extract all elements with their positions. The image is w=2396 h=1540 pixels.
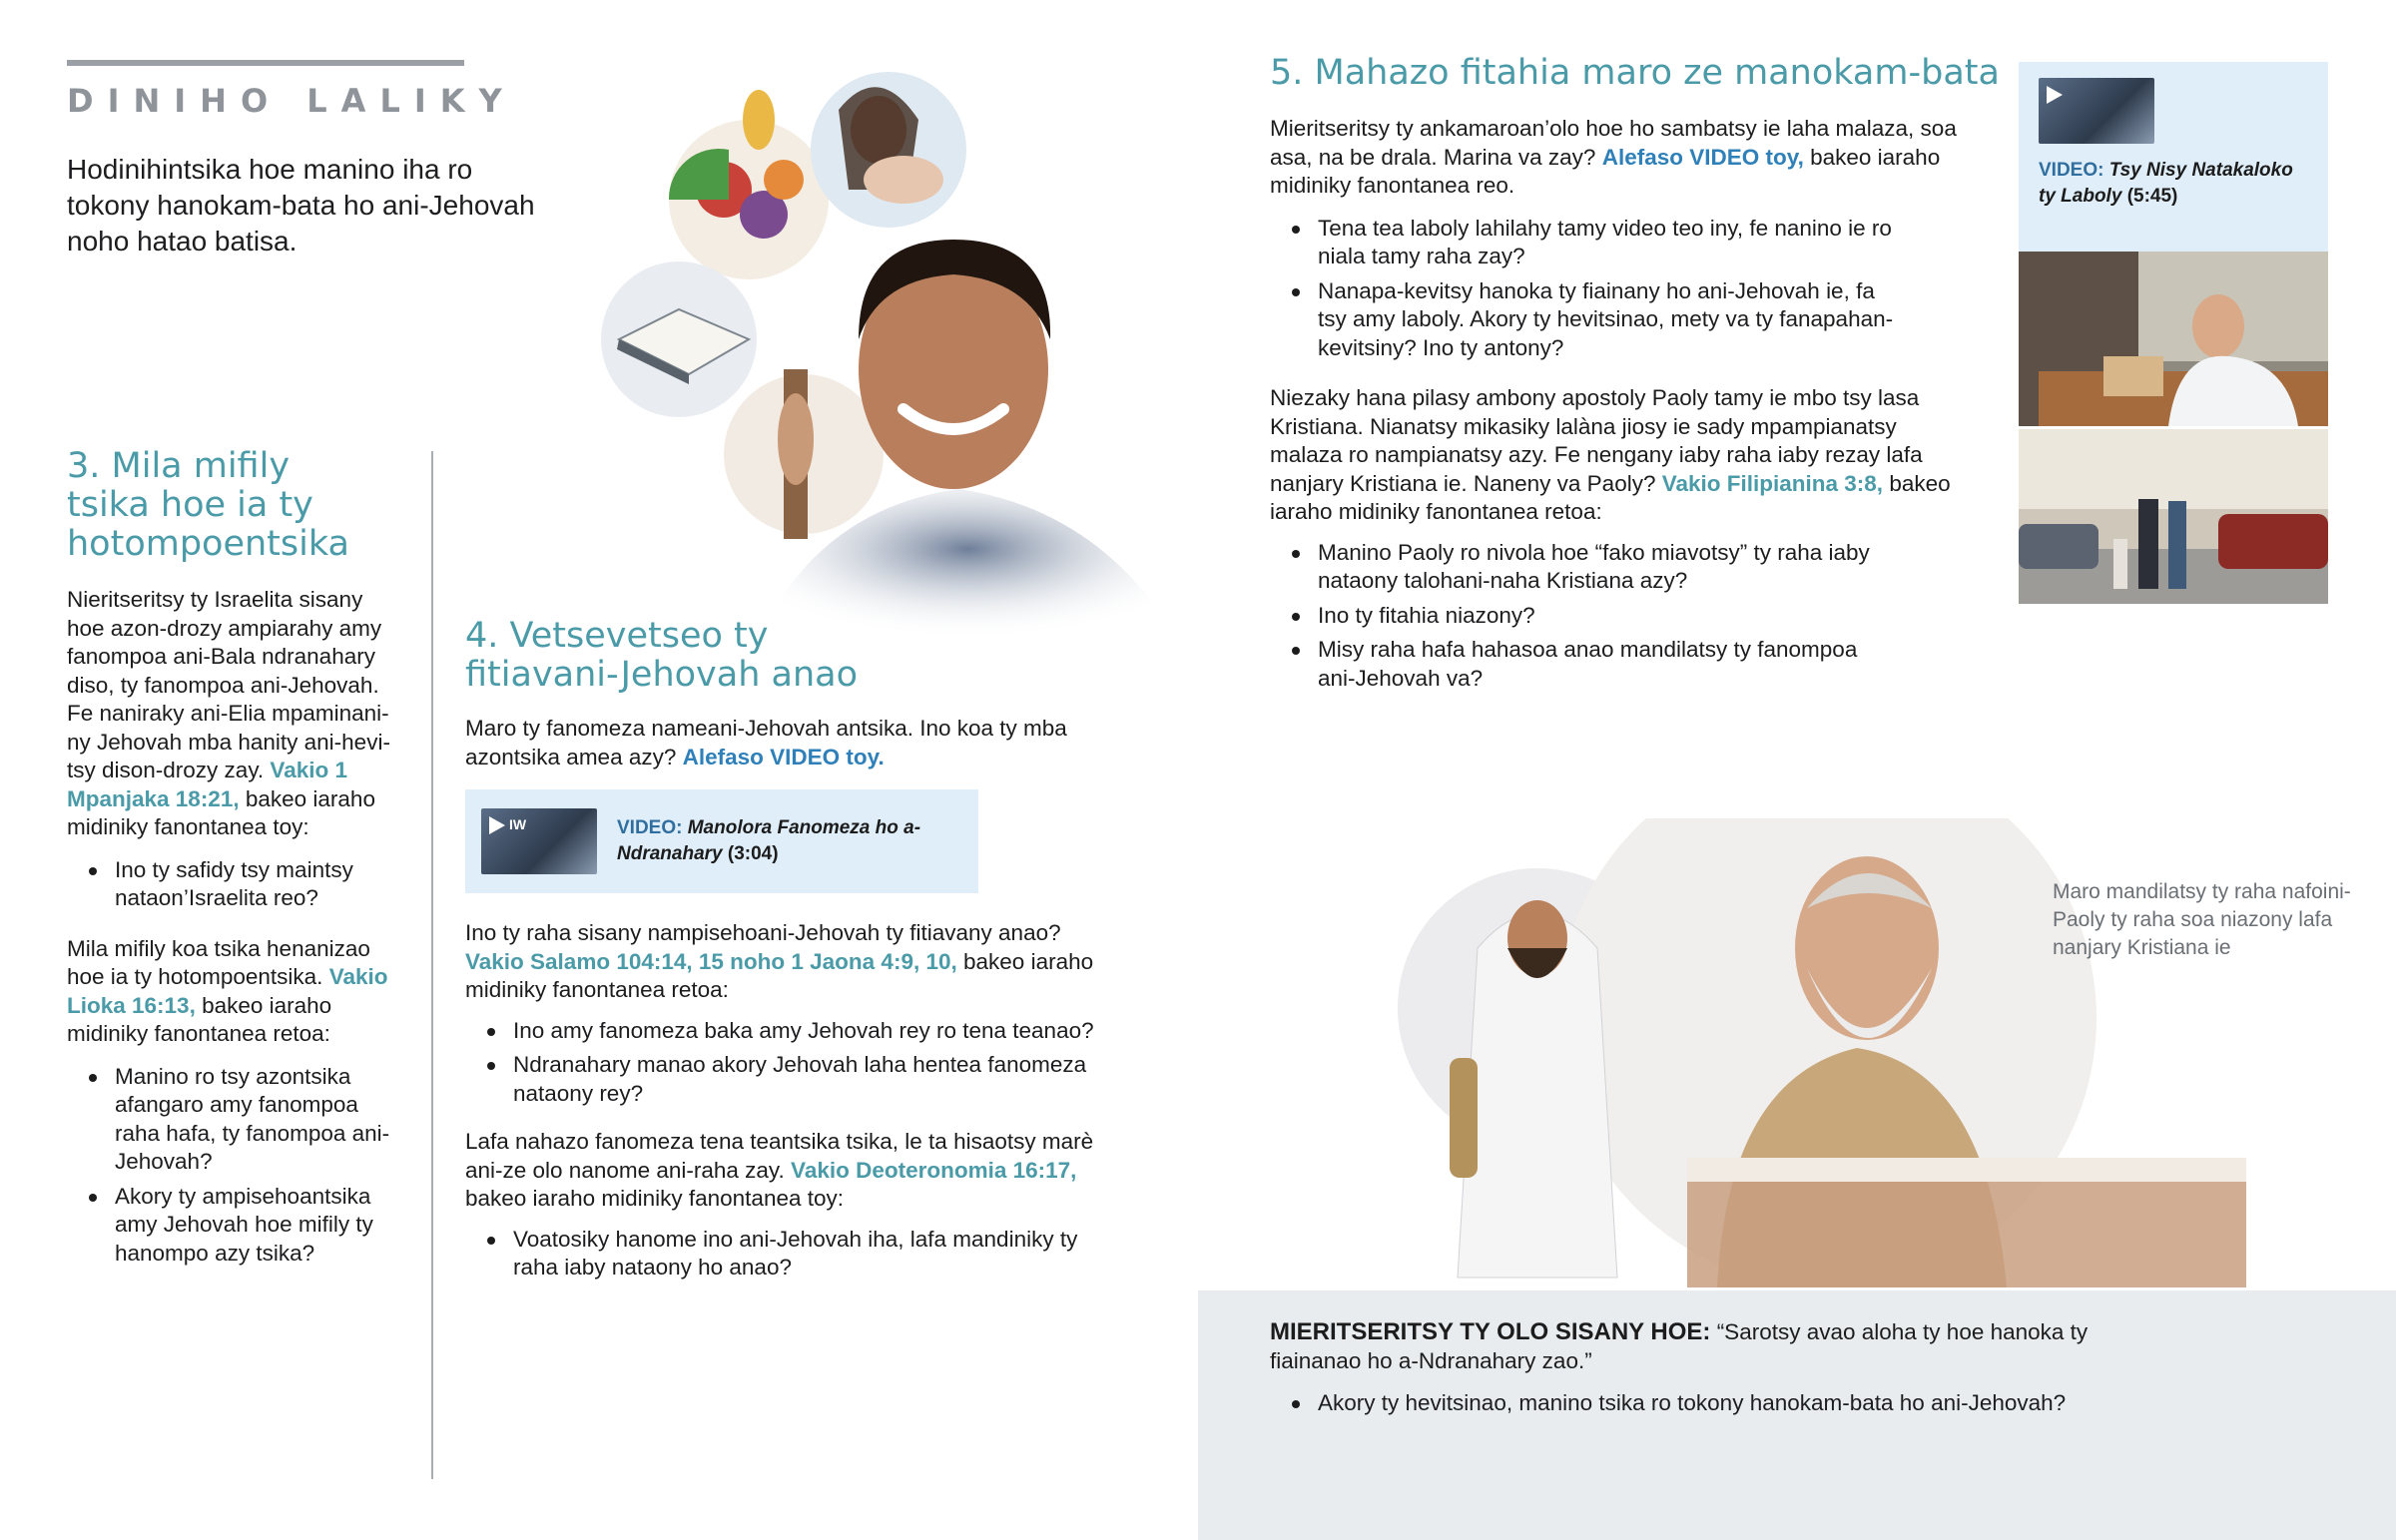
paul-caption: Maro mandilatsy ty raha nafoini-Paoly ty raha soa niazony lafa nanjary Kristiana ie [2053, 880, 2351, 959]
section-3-heading-line: hotompoentsika [67, 524, 349, 564]
section-4-heading-line: 4. Vetsevetseo ty [465, 616, 769, 656]
question-item: Tena tea laboly lahilahy tamy video teo iny, fe nanino ie ro niala tamy raha zay? [1270, 215, 1909, 271]
paragraph-text: bakeo iaraho midiniky fanontanea toy: [465, 1186, 844, 1211]
header-rule [67, 60, 464, 66]
paragraph-text: bakeo iaraho midiniky fanontanea retoa: [1270, 470, 1951, 524]
video-thumbnail[interactable] [2039, 78, 2154, 144]
scripture-link-1-kings[interactable]: Vakio 1 Mpanjaka 18:21, [67, 758, 347, 811]
paragraph-text: bakeo iaraho midiniky fanontanea retoa: [67, 992, 332, 1046]
section-4-questions-2 [465, 1226, 1124, 1283]
lesson-intro: Hodinihintsika hoe manino iha ro tokony hanokam-bata ho ani-Jehovah noho hatao batisa. [67, 154, 535, 257]
video-thumbnail[interactable] [481, 808, 597, 874]
section-eyebrow: DINIHO LALIKY [67, 82, 516, 120]
paragraph-text: Mieritseritsy ty ankamaroan’olo hoe ho sambatsy ie laha malaza, soa asa, na be drala. Marina va zay? [1270, 116, 1957, 170]
play-icon [2047, 86, 2063, 104]
video-card-offering[interactable] [465, 789, 978, 893]
play-icon [489, 816, 505, 834]
section-4-paragraph-2 [465, 919, 1124, 1005]
section-4-questions-1 [465, 1017, 1124, 1109]
reflection-text: “Sarotsy avao aloha ty hoe hanoka ty fiainanao ho a-Ndranahary zao.” [1270, 1319, 2089, 1373]
video-title: Tsy Nisy Natakaloko [2108, 160, 2293, 181]
question-item: Manino Paoly ro nivola hoe “fako miavotsy” ty raha iaby nataony talohani-naha Kristiana azy? [1270, 539, 1879, 596]
section-3-paragraph-2 [67, 935, 406, 1049]
question-item: Ndranahary manao akory Jehovah laha hentea fanomeza nataony rey? [465, 1051, 1124, 1108]
question-item: Akory ty hevitsinao, manino tsika ro tokony hanokam-bata ho ani-Jehovah? [1270, 1389, 2128, 1418]
paragraph-text: Maro ty fanomeza nameani-Jehovah antsika. Ino koa ty mba azontsika amea azy? [465, 716, 1067, 770]
scripture-link-luke[interactable]: Vakio Lioka 16:13, [67, 964, 388, 1018]
video-tag: VIDEO: [617, 817, 683, 838]
question-item: Ino ty fitahia niazony? [1270, 602, 1879, 631]
section-5 [1270, 53, 2000, 699]
paragraph-text: bakeo iaraho midiniky fanontanea retoa: [465, 948, 1094, 1002]
question-item: Ino ty safidy tsy maintsy nataon’Israelita reo? [67, 856, 406, 913]
section-3-questions-1 [67, 856, 406, 913]
question-item: Voatosiky hanome ino ani-Jehovah iha, lafa mandiniky ty raha iaby nataony ho anao? [465, 1226, 1124, 1283]
play-video-link[interactable]: Alefaso VIDEO toy, [1601, 144, 1804, 170]
section-4-paragraph-3 [465, 1128, 1124, 1214]
section-4 [465, 617, 1124, 1288]
question-item: Manino ro tsy azontsika afangaro amy fanompoa raha hafa, ty fanompoa ani-Jehovah? [67, 1063, 406, 1177]
section-3 [67, 447, 406, 1274]
section-3-questions-2 [67, 1063, 406, 1269]
video-label [2039, 158, 2318, 210]
section-3-heading-line: 3. Mila mifily [67, 446, 291, 486]
video-tag: VIDEO: [2039, 160, 2104, 181]
scripture-link-psalms-john[interactable]: Vakio Salamo 104:14, 15 noho 1 Jaona 4:9, 10, [465, 948, 957, 974]
paragraph-text: Ino ty raha sisany nampisehoani-Jehovah ty fitiavany anao? [465, 920, 1061, 945]
section-3-heading-line: tsika hoe ia ty [67, 485, 313, 525]
section-5-heading: 5. Mahazo fitahia maro ze manokam-bata [1270, 53, 2000, 93]
reflection-quote [1270, 1318, 2128, 1375]
column-divider [431, 451, 433, 1479]
section-4-paragraph-1 [465, 715, 1124, 771]
scripture-link-philippians[interactable]: Vakio Filipianina 3:8, [1661, 470, 1884, 496]
section-3-paragraph-1 [67, 586, 406, 842]
video-label [617, 815, 962, 867]
paragraph-text: bakeo iaraho midiniky fanontanea reo. [1270, 144, 1941, 198]
paragraph-text: Mila mifily koa tsika henanizao hoe ia ty hotompoentsika. [67, 935, 370, 989]
video-duration: (5:45) [2126, 186, 2178, 207]
paragraph-text: Niezaky hana pilasy ambony apostoly Paoly tamy ie mbo tsy lasa Kristiana. Nianatsy mikasiky lalàna jiosy ie sady mpampianatsy malaza ro nampianatsy azy. Fe nengany iaby raha iaby rezay lafa nanjary Kristiana ie. Naneny va Paoly? [1270, 385, 1923, 496]
street-scene-photo [2019, 429, 2328, 604]
section-5-questions-2 [1270, 539, 1879, 694]
question-item: Ino amy fanomeza baka amy Jehovah rey ro tena teanao? [465, 1017, 1124, 1046]
section-5-questions-1 [1270, 215, 1909, 363]
reflection-content [1270, 1318, 2128, 1424]
video-card-lawyer[interactable] [2019, 62, 2328, 252]
video-title: ty Laboly [2039, 186, 2122, 207]
section-3-heading [67, 447, 406, 564]
question-item: Akory ty ampisehoantsika amy Jehovah hoe mifily ty hanompo azy tsika? [67, 1183, 406, 1269]
video-duration: (3:04) [727, 843, 779, 864]
reflection-label: MIERITSERITSY TY OLO SISANY HOE: [1270, 1318, 1711, 1345]
paragraph-text: Lafa nahazo fanomeza tena teantsika tsika, le ta hisaotsy marè ani-ze olo nanome ani-raha zay. [465, 1129, 1094, 1183]
paragraph-text: Nieritseritsy ty Israelita sisany hoe azon-drozy ampiarahy amy fanompoa ani-Bala ndranahary diso, ty fanompoa ani-Jehovah. Fe naniraky ani-Elia mpaminani-ny Jehovah mba hanity ani-hevi-tsy dison-drozy zay. [67, 587, 390, 782]
section-5-paragraph-2 [1270, 384, 1969, 527]
question-item: Nanapa-kevitsy hanoka ty fiainany ho ani-Jehovah ie, fa tsy amy laboly. Akory ty hevitsinao, mety va ty fanapahan-kevitsiny? Ino ty antony? [1270, 277, 1909, 363]
section-4-heading-line: fitiavani-Jehovah anao [465, 655, 858, 695]
reflection-questions [1270, 1389, 2128, 1418]
scripture-link-deuteronomy[interactable]: Vakio Deoteronomia 16:17, [791, 1157, 1077, 1183]
man-laptop-photo [2019, 252, 2328, 426]
section-5-paragraph-1 [1270, 115, 1979, 201]
paragraph-text: bakeo iaraho midiniky fanontanea toy: [67, 785, 375, 839]
thumbnail-badge: IW [509, 816, 527, 832]
video-title: Manolora Fanomeza ho a-Ndranahary [617, 817, 921, 864]
play-video-link[interactable]: Alefaso VIDEO toy. [682, 744, 885, 770]
question-item: Misy raha hafa hahasoa anao mandilatsy ty fanompoa ani-Jehovah va? [1270, 636, 1879, 693]
section-4-heading [465, 617, 1124, 695]
young-man-illustration [559, 40, 1178, 639]
